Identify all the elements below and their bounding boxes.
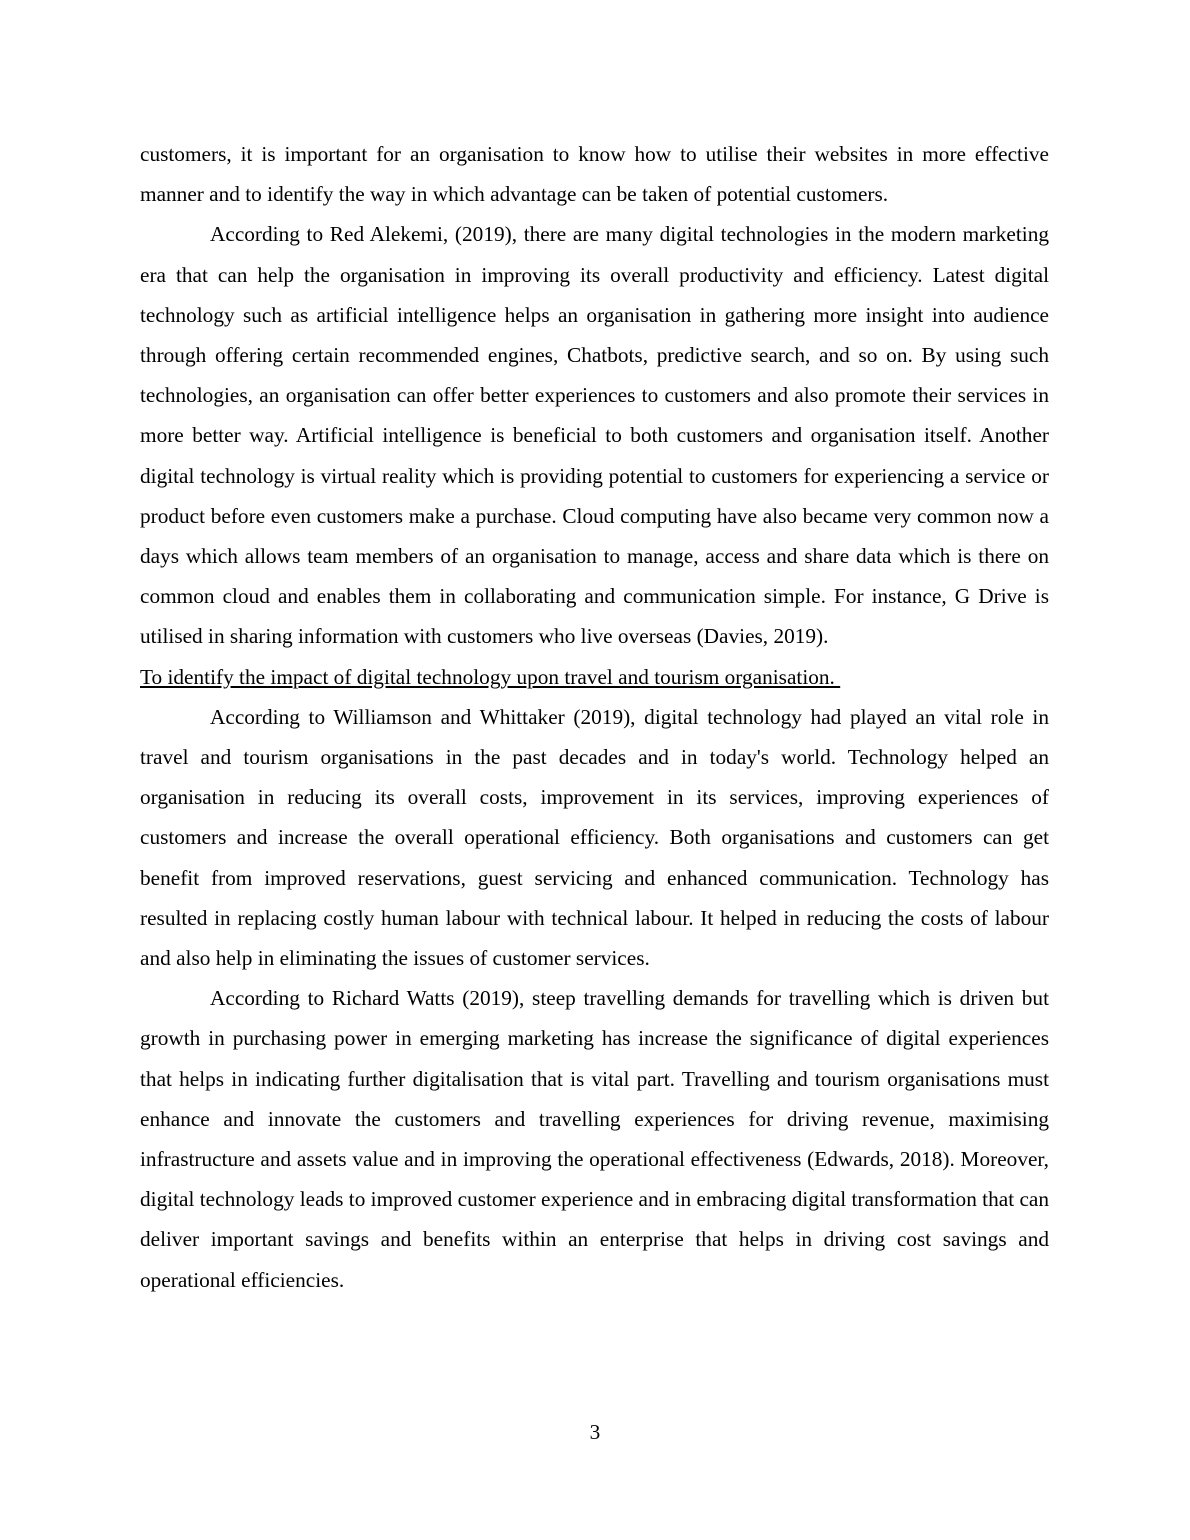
section-heading: To identify the impact of digital technology upon travel and tourism organisation.: [140, 664, 841, 689]
paragraph-continuation: customers, it is important for an organisation to know how to utilise their websites in more effective manner and to identify the way in which advantage can be taken of potential customers.: [140, 142, 1049, 207]
document-page: [140, 134, 1049, 1300]
paragraph-digital-technologies: According to Red Alekemi, (2019), there are many digital technologies in the modern marketing era that can help the organisation in improving its overall productivity and efficiency. Latest digital technology such as artificial intelligence helps an organisation in gathering more insight into audience through offering certain recommended engines, Chatbots, predictive search, and so on. By using such technologies, an organisation can offer better experiences to customers and also promote their services in more better way. Artificial intelligence is beneficial to both customers and organisation itself. Another digital technology is virtual reality which is providing potential to customers for experiencing a service or product before even customers make a purchase. Cloud computing have also became very common now a days which allows team members of an organisation to manage, access and share data which is there on common cloud and enables them in collaborating and communication simple. For instance, G Drive is utilised in sharing information with customers who live overseas (Davies, 2019).: [140, 222, 1049, 649]
page-number: 3: [589, 1420, 601, 1444]
paragraph-williamson-whittaker: According to Williamson and Whittaker (2019), digital technology had played an vital role in travel and tourism organisations in the past decades and in today's world. Technology helped an organisation in reducing its overall costs, improvement in its services, improving experiences of customers and increase the overall operational efficiency. Both organisations and customers can get benefit from improved reservations, guest servicing and enhanced communication. Technology has resulted in replacing costly human labour with technical labour. It helped in reducing the costs of labour and also help in eliminating the issues of customer services.: [140, 704, 1049, 971]
paragraph-richard-watts: According to Richard Watts (2019), steep travelling demands for travelling which is driven but growth in purchasing power in emerging marketing has increase the significance of digital experiences that helps in indicating further digitalisation that is vital part. Travelling and tourism organisations must enhance and innovate the customers and travelling experiences for driving revenue, maximising infrastructure and assets value and in improving the operational effectiveness (Edwards, 2018). Moreover, digital technology leads to improved customer experience and in embracing digital transformation that can deliver important savings and benefits within an enterprise that helps in driving cost savings and operational efficiencies.: [140, 986, 1049, 1292]
